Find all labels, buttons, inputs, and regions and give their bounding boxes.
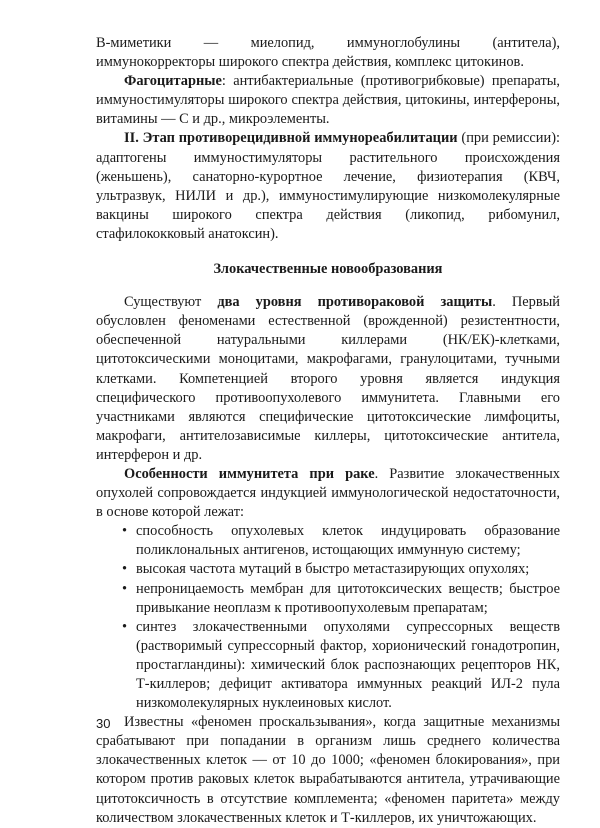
list-item: • способность опухолевых клеток индуцировать образование поликлональных антигенов, истощающих иммунную систему; — [96, 522, 560, 560]
paragraph-phagocytic — [96, 72, 560, 129]
phagocytic-lead: Фагоцитарные — [124, 73, 222, 90]
mechanism-list — [96, 522, 560, 713]
paragraph-protection-levels — [96, 293, 560, 465]
body-text — [96, 34, 560, 828]
protection-bold: два уровня противораковой защиты — [217, 294, 493, 311]
list-item: • непроницаемость мембран для цитотоксических веществ; быстрое привыкание неоплазм к противоопухолевым препаратам; — [96, 580, 560, 618]
protection-pre: Существуют — [124, 294, 218, 311]
page-number: 30 — [96, 716, 111, 731]
paragraph-immunity-features — [96, 465, 560, 522]
paragraph-stage-two — [96, 129, 560, 244]
phagocytic-text: : антибактериальные (противогрибковые) препараты, иммуностимуляторы широкого спектра действия, цитокины, интерфероны, витамины — С и др., микроэлементы. — [96, 73, 560, 128]
stage-two-text: (при ремиссии): адаптогены иммуностимуляторы растительного происхождения (женьшень), санаторно-курортное лечение, физиотерапия (КВЧ, ультразвук, НИЛИ и др.), иммуностимулирующие низкомолекулярные вакцины широкого спектра действия (ликопид, рибомунил, стафилококковый анатоксин). — [96, 130, 560, 242]
paragraph-b-mimetics: В-миметики — миелопид, иммуноглобулины (антитела), иммунокорректоры широкого спектра действия, комплекс цитокинов. — [96, 35, 560, 71]
immunity-text: . Развитие злокачественных опухолей сопровождается индукцией иммунологической недостаточности, в основе которой лежат: — [96, 465, 560, 521]
protection-text: . Первый обусловлен феноменами естественной (врожденной) резистентности, обеспеченной натуральными киллерами (НК/ЕК)-клетками, цитотоксическими моноцитами, макрофагами, гранулоцитами, тучными клетками. Компетенцией второго уровня является индукция специфического противоопухолевого иммунитета. Главными его участниками являются специфические цитотоксические лимфоциты, макрофаги, антителозависимые киллеры, цитотоксические антитела, интерферон и др. — [96, 294, 560, 463]
immunity-lead: Особенности иммунитета при раке — [124, 465, 375, 482]
paragraph-phenomena: Известны «феномен проскальзывания», когда защитные механизмы срабатывают при попадании в организм лишь среднего количества злокачественных клеток — от 10 до 1000; «феномен блокирования», при котором против раковых клеток вырабатываются антитела, утрачивающие цитотоксичность в отсутствие комплемента; «феномен паритета» между количеством злокачественных клеток и Т-киллеров, их уничтожающих. — [96, 714, 560, 826]
list-item: • синтез злокачественными опухолями супрессорных веществ (растворимый супрессорный фактор, хорионический гонадотропин, простагландины): химический блок распознающих рецепторов НК, Т-киллеров; дефицит активатора иммунных реакций ИЛ-2 пула низкомолекулярных нуклеиновых кислот. — [96, 618, 560, 713]
section-title: Злокачественные новообразования — [213, 261, 443, 278]
list-item: • высокая частота мутаций в быстро метастазирующих опухолях; — [96, 560, 560, 579]
stage-two-lead: II. Этап противорецидивной иммунореабилитации — [124, 130, 458, 147]
